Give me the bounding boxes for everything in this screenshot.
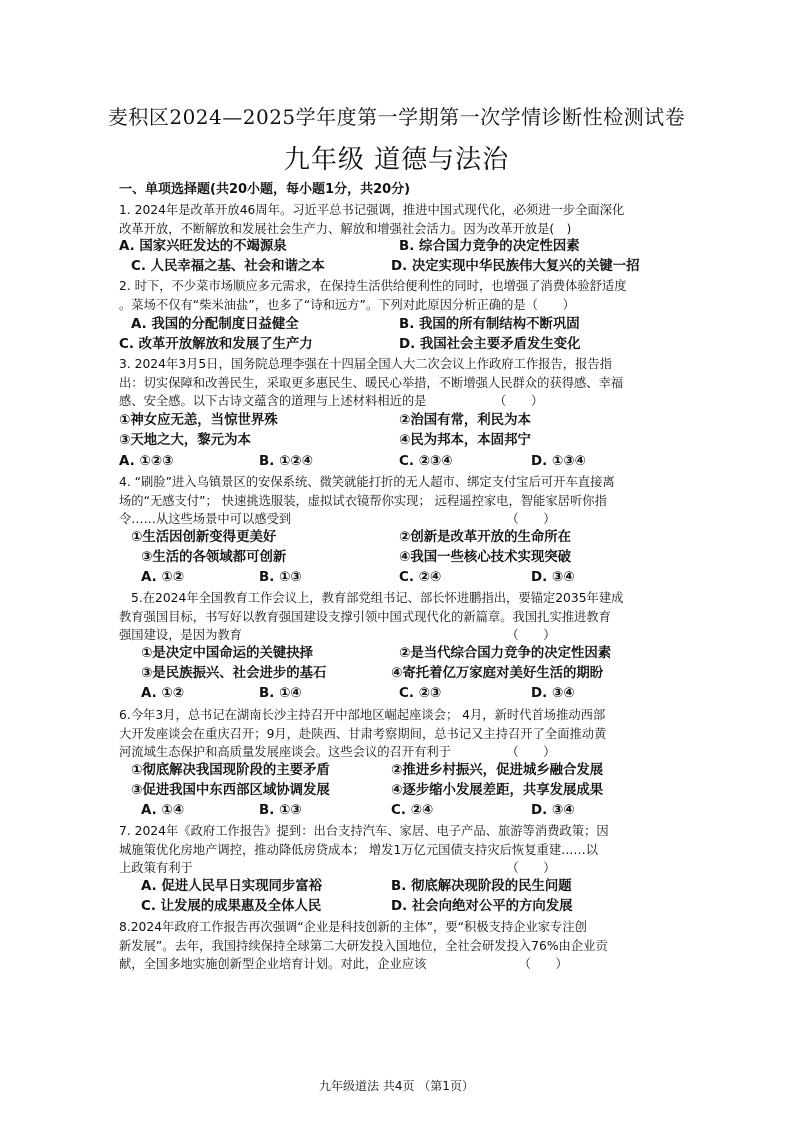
exam-title: 麦积区2024—2025学年度第一学期第一次学情诊断性检测试卷 [107, 105, 686, 129]
question-text: 改革开放，不断解放和发展社会生产力、解放和增强社会活力。因为改革开放是( ) [119, 222, 572, 236]
question-text: 3. 2024年3月5日，国务院总理李强在十四届全国人大二次会议上作政府工作报告，报告指 [119, 357, 612, 371]
answer-option: D. ①③④ [531, 454, 586, 469]
answer-option: A. 国家兴旺发达的不竭源泉 [119, 239, 287, 254]
statement-item: ①是决定中国命运的关键抉择 [141, 646, 314, 661]
answer-option: D. ③④ [531, 803, 575, 818]
question-text: 6.今年3月，总书记在湖南长沙主持召开中部地区崛起座谈会； 4月，新时代首场推动西部 [119, 708, 606, 722]
question-text: 令……从这些场景中可以感受到 （ ） [119, 512, 556, 526]
answer-option: A. ①② [141, 686, 185, 701]
statement-item: ①神女应无恙，当惊世界殊 [119, 413, 278, 428]
question-text: 8.2024年政府工作报告再次强调“企业是科技创新的主体”，要“积极支持企业家专注创 [119, 920, 587, 934]
question-text: 。菜场不仅有“柴米油盐”，也多了“诗和远方”。下列对此原因分析正确的是（ ） [119, 298, 575, 312]
exam-subtitle: 九年级 道德与法治 [283, 145, 510, 175]
answer-option: B. ①③ [259, 570, 302, 585]
question-text: 2. 时下，不少菜市场顺应多元需求，在保持生活供给便利性的同时，也增强了消费体验舒适度 [119, 279, 627, 293]
section-heading: 一、单项选择题(共20小题，每小题1分，共20分) [119, 182, 411, 197]
question-text: 新发展”。去年，我国持续保持全球第二大研发投入国地位，全社会研发投入76%由企业贡 [119, 939, 608, 953]
answer-option: B. 我国的所有制结构不断巩固 [399, 317, 580, 332]
question-text: 上政策有利于 （ ） [119, 861, 556, 875]
question-text: 4. “刷脸”进入乌镇景区的安保系统、微笑就能打折的无人超市、绑定支付宝后可开车直接离 [119, 475, 615, 489]
statement-item: ②推进乡村振兴，促进城乡融合发展 [391, 763, 604, 778]
answer-option: C. ②③④ [399, 454, 453, 469]
statement-item: ②是当代综合国力竞争的决定性因素 [399, 646, 612, 661]
statement-item: ②治国有常，利民为本 [399, 413, 531, 428]
answer-option: C. 改革开放解放和发展了生产力 [119, 337, 313, 352]
answer-option: D. ③④ [531, 570, 575, 585]
statement-item: ①生活因创新变得更美好 [131, 530, 277, 545]
answer-option: C. 人民幸福之基、社会和谐之本 [131, 259, 325, 274]
question-text: 城施策优化房地产调控，推动降低房贷成本； 增发1万亿元国债支持灾后恢复重建……以 [119, 843, 599, 857]
statement-item: ④逐步缩小发展差距，共享发展成果 [391, 783, 604, 798]
question-text: 5.在2024年全国教育工作会议上，教育部党组书记、部长怀进鹏指出，要锚定2035年建成 [131, 591, 624, 605]
question-text: 出：切实保障和改善民生，采取更多惠民生、暖民心举措，不断增强人民群众的获得感、幸福 [119, 376, 624, 390]
answer-option: A. ①④ [141, 803, 185, 818]
statement-item: ③是民族振兴、社会进步的基石 [141, 666, 327, 681]
statement-item: ③促进我国中东西部区域协调发展 [131, 783, 330, 798]
answer-option: A. 我国的分配制度日益健全 [131, 317, 299, 332]
answer-option: A. ①② [141, 570, 185, 585]
answer-option: B. ①②④ [259, 454, 313, 469]
answer-option: D. 社会向绝对公平的方向发展 [391, 899, 573, 914]
answer-option: B. ①③ [259, 803, 302, 818]
answer-option: A. ①②③ [119, 454, 174, 469]
answer-option: A. 促进人民早日实现同步富裕 [141, 879, 323, 894]
question-text: 强国建设，是因为教育 （ ） [119, 628, 556, 642]
statement-item: ①彻底解决我国现阶段的主要矛盾 [131, 763, 330, 778]
question-text: 大开发座谈会在重庆召开；9月，赴陕西、甘肃考察期间，总书记又主持召开了全面推动黄 [119, 727, 607, 741]
statement-item: ②创新是改革开放的生命所在 [399, 530, 572, 545]
question-text: 场的“无感支付”； 快速挑选服装，虚拟试衣镜帮你实现； 远程遥控家电，智能家居听你指 [119, 494, 607, 508]
answer-option: D. 我国社会主要矛盾发生变化 [399, 337, 581, 352]
answer-option: C. ②④ [399, 570, 442, 585]
answer-option: C. ②④ [391, 803, 434, 818]
question-text: 教育强国目标，书写好以教育强国建设支撑引领中国式现代化的新篇章。我国扎实推进教育 [119, 610, 611, 624]
answer-option: B. 综合国力竞争的决定性因素 [399, 239, 580, 254]
answer-option: D. 决定实现中华民族伟大复兴的关键一招 [391, 259, 640, 274]
question-text: 1. 2024年是改革开放46周年。习近平总书记强调，推进中国式现代化，必须进一步全面深化 [119, 203, 625, 217]
question-text: 感、安全感。以下古诗文蕴含的道理与上述材料相近的是 （ ） [119, 394, 544, 408]
answer-option: C. 让发展的成果惠及全体人民 [141, 899, 322, 914]
statement-item: ③生活的各领域都可创新 [141, 550, 287, 565]
question-text: 河流域生态保护和高质量发展座谈会。这些会议的召开有利于 （ ） [119, 745, 556, 759]
answer-option: C. ②③ [399, 686, 442, 701]
statement-item: ④我国一些核心技术实现突破 [399, 550, 572, 565]
question-text: 7. 2024年《政府工作报告》提到：出台支持汽车、家居、电子产品、旅游等消费政策；因 [119, 824, 609, 838]
statement-item: ④民为邦本，本固邦宁 [399, 433, 531, 448]
statement-item: ③天地之大，黎元为本 [119, 433, 251, 448]
statement-item: ④寄托着亿万家庭对美好生活的期盼 [391, 666, 604, 681]
page-footer: 九年级道法 共4页 （第1页） [319, 1079, 474, 1093]
answer-option: B. ①④ [259, 686, 302, 701]
question-text: 献，全国多地实施创新型企业培育计划。对此，企业应该 （ ） [119, 957, 568, 971]
answer-option: D. ③④ [531, 686, 575, 701]
answer-option: B. 彻底解决现阶段的民生问题 [391, 879, 572, 894]
